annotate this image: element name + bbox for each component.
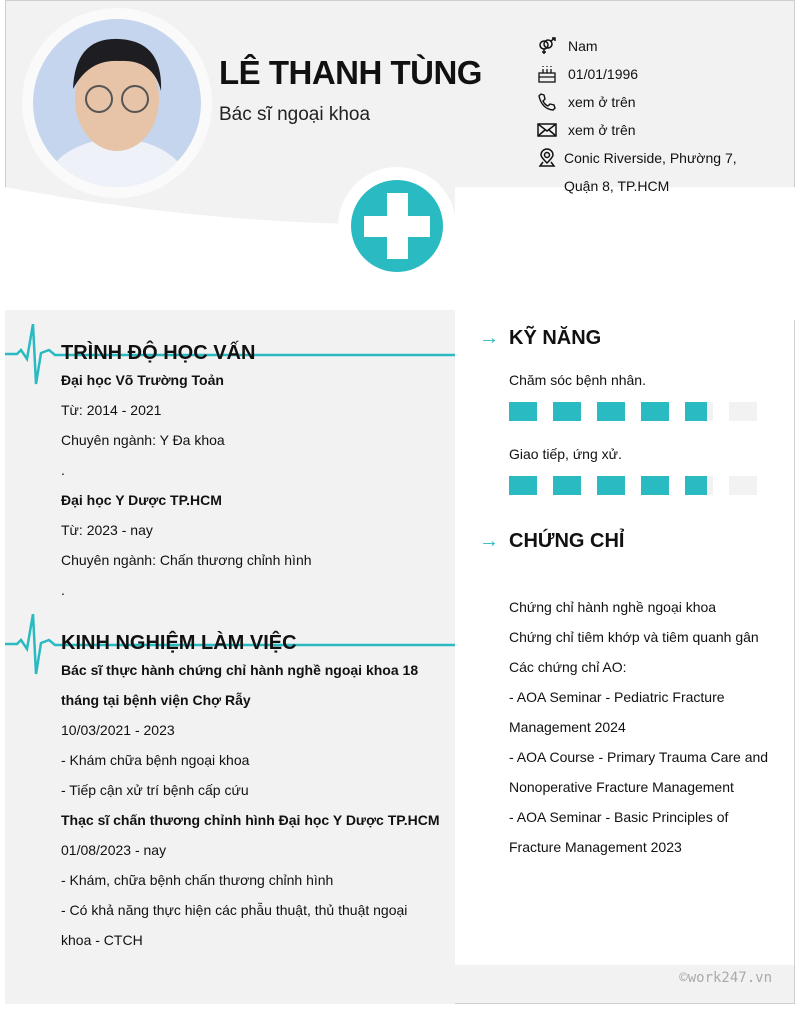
skill-level-block [597, 476, 625, 495]
certificates-list [509, 592, 768, 862]
skill-level-bar [509, 476, 757, 495]
certificate-line: Nonoperative Fracture Management [509, 779, 734, 795]
certificates-heading: → CHỨNG CHỈ [479, 530, 625, 552]
contact-email: xem ở trên [537, 116, 737, 144]
contact-address: Conic Riverside, Phường 7, Quận 8, TP.HCM [537, 144, 737, 200]
certificate-line: - AOA Course - Primary Trauma Care and [509, 749, 769, 765]
job-title: Bác sĩ ngoại khoa [219, 104, 371, 125]
left-column [5, 310, 455, 1004]
skills-heading: → KỸ NĂNG [479, 327, 602, 349]
experience-heading: KINH NGHIỆM LÀM VIỆC [5, 614, 455, 674]
medical-cross-icon [351, 180, 443, 272]
gender-icon [537, 36, 557, 56]
right-column [455, 187, 794, 965]
profile-photo [33, 19, 201, 187]
skill-level-block [553, 402, 581, 421]
skill-level-block [729, 402, 757, 421]
contact-phone: xem ở trên [537, 88, 737, 116]
watermark: ©work247.vn [679, 970, 772, 986]
skill-item: Chăm sóc bệnh nhân. [509, 372, 757, 421]
skill-level-block [641, 476, 669, 495]
certificate-line: Các chứng chỉ AO: [509, 659, 627, 675]
contact-birthday: 01/01/1996 [537, 60, 737, 88]
certificate-line: - AOA Seminar - Pediatric Fracture [509, 689, 725, 705]
certificate-line: Chứng chỉ hành nghề ngoại khoa [509, 599, 717, 615]
skill-level-block [641, 402, 669, 421]
skill-level-block [509, 402, 537, 421]
skill-level-block [509, 476, 537, 495]
email-icon [537, 120, 557, 140]
skill-level-bar [509, 402, 757, 421]
skill-level-block [685, 402, 713, 421]
phone-icon [537, 92, 557, 112]
experience-list: Bác sĩ thực hành chứng chỉ hành nghề ngoại khoa 18 tháng tại bệnh viện Chợ Rẫy 10/03/2021 - 2023 - Khám chữa bệnh ngoại khoa - Tiếp cận xử trí bệnh cấp cứu Thạc sĩ chấn thương chỉnh hình Đại học Y Dược TP.HCM 01/08/2023 - nay - Khám, chữa bệnh chấn thương chỉnh hình - Có khả năng thực hiện các phẫu thuật, thủ thuật ngoại khoa - CTCH [61, 662, 440, 948]
certificate-line: Chứng chỉ tiêm khớp và tiêm quanh gân [509, 629, 759, 645]
certificate-line: Fracture Management 2023 [509, 839, 682, 855]
arrow-right-icon: → [479, 530, 499, 552]
contact-list [537, 32, 737, 200]
candidate-name: LÊ THANH TÙNG [219, 54, 482, 91]
contact-gender: Nam [537, 32, 737, 60]
skill-level-block [597, 402, 625, 421]
certificate-line: - AOA Seminar - Basic Principles of [509, 809, 729, 825]
skill-item: Giao tiếp, ứng xử. [509, 446, 757, 495]
avatar [22, 8, 212, 198]
certificate-line: Management 2024 [509, 719, 626, 735]
arrow-right-icon: → [479, 327, 499, 349]
location-icon [537, 148, 557, 168]
skill-level-block [553, 476, 581, 495]
skill-level-block [729, 476, 757, 495]
skill-level-block [685, 476, 713, 495]
education-heading: TRÌNH ĐỘ HỌC VẤN [5, 324, 455, 384]
education-list: Đại học Võ Trường Toản Từ: 2014 - 2021 Chuyên ngành: Y Đa khoa . Đại học Y Dược TP.HCM Từ: 2023 - nay Chuyên ngành: Chấn thương chỉnh hình . [61, 372, 312, 598]
birthday-cake-icon [537, 64, 557, 84]
